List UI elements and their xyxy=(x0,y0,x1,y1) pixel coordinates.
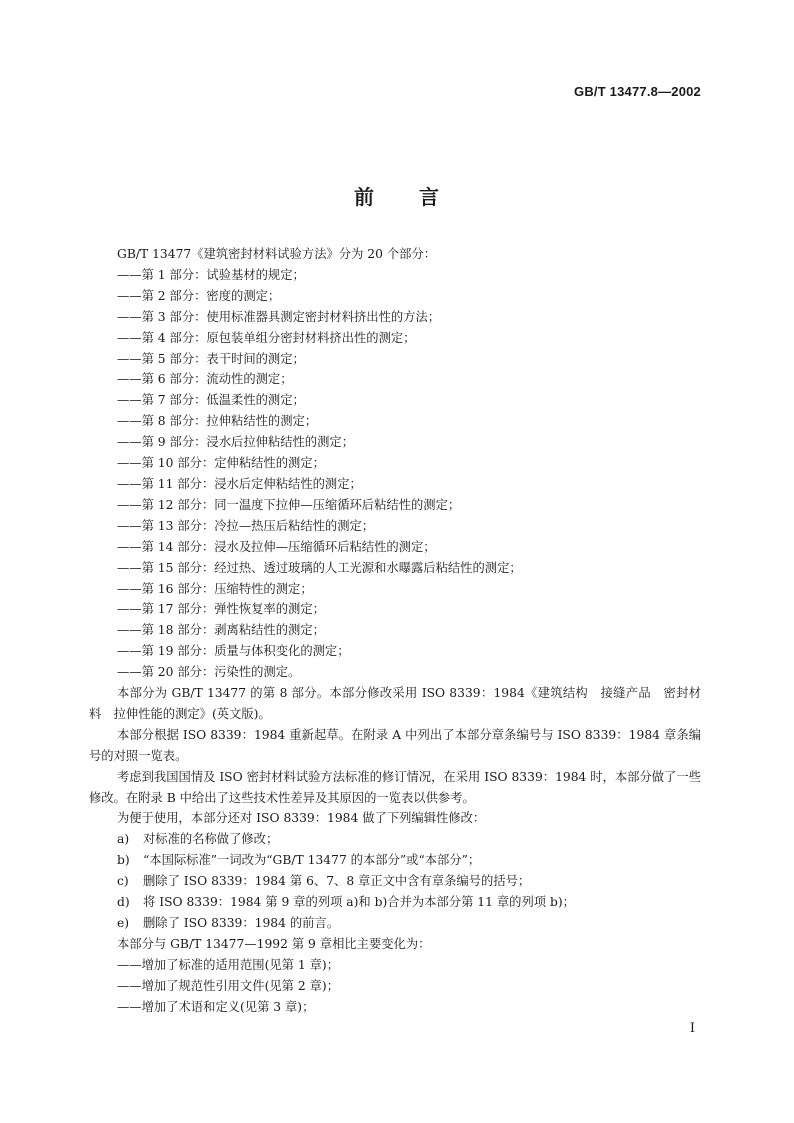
edit-marker: c) xyxy=(117,874,129,889)
part-item: ——第 16 部分：压缩特性的测定； xyxy=(117,581,313,596)
edit-item xyxy=(89,829,701,850)
part-item: ——第 18 部分：剥离粘结性的测定； xyxy=(117,623,325,638)
part-item: ——第 2 部分：密度的测定； xyxy=(117,288,281,303)
edit-text: 对标准的名称做了修改； xyxy=(143,832,279,847)
changes-paragraph: 本部分与 GB/T 13477—1992 第 9 章相比主要变化为： xyxy=(117,936,431,951)
part-item: ——第 15 部分：经过热、透过玻璃的人工光源和水曝露后粘结性的测定； xyxy=(117,560,522,575)
edit-item xyxy=(89,850,701,871)
change-item: ——增加了标准的适用范围(见第 1 章)； xyxy=(117,957,339,972)
scope-paragraph: 本部分为 GB/T 13477 的第 8 部分。本部分修改采用 ISO 8339：1984《建筑结构 接缝产品 密封材料 拉伸性能的测定》(英文版)。 xyxy=(89,686,701,721)
editorial-paragraph: 为便于使用，本部分还对 ISO 8339：1984 做了下列编辑性修改： xyxy=(117,811,486,826)
edit-item xyxy=(89,892,701,913)
intro-paragraph: GB/T 13477《建筑密封材料试验方法》分为 20 个部分： xyxy=(117,247,437,261)
document-body xyxy=(89,244,701,1018)
part-item: ——第 1 部分：试验基材的规定； xyxy=(117,267,305,282)
part-item: ——第 3 部分：使用标准器具测定密封材料挤出性的方法； xyxy=(117,309,441,324)
part-item: ——第 9 部分：浸水后拉伸粘结性的测定； xyxy=(117,435,354,450)
part-item: ——第 4 部分：原包装单组分密封材料挤出性的测定； xyxy=(117,330,416,345)
part-item: ——第 20 部分：污染性的测定。 xyxy=(117,665,301,680)
edit-marker: b) xyxy=(117,853,130,868)
edit-text: 删除了 ISO 8339：1984 的前言。 xyxy=(143,916,340,930)
part-item: ——第 8 部分：拉伸粘结性的测定； xyxy=(117,414,318,429)
edit-item xyxy=(89,913,701,934)
modification-paragraph: 考虑到我国国情及 ISO 密封材料试验方法标准的修订情况，在采用 ISO 8339：1984 时，本部分做了一些修改。在附录 B 中给出了这些技术性差异及其原因的一览表以供参考。 xyxy=(89,769,701,805)
page-title: 前 言 xyxy=(354,185,440,209)
edit-text: 删除了 ISO 8339：1984 第 6、7、8 章正文中含有章条编号的括号； xyxy=(143,874,531,889)
part-item: ——第 11 部分：浸水后定伸粘结性的测定； xyxy=(117,476,362,491)
page-number: I xyxy=(689,1021,695,1036)
part-item: ——第 12 部分：同一温度下拉伸—压缩循环后粘结性的测定； xyxy=(117,497,461,512)
edit-marker: e) xyxy=(117,916,130,930)
edit-marker: d) xyxy=(117,895,130,910)
part-item: ——第 19 部分：质量与体积变化的测定； xyxy=(117,644,350,659)
part-item: ——第 5 部分：表干时间的测定； xyxy=(117,351,305,366)
edit-item xyxy=(89,871,701,892)
part-item: ——第 13 部分：冷拉—热压后粘结性的测定； xyxy=(117,518,375,533)
part-item: ——第 7 部分：低温柔性的测定； xyxy=(117,393,305,408)
part-item: ——第 10 部分：定伸粘结性的测定； xyxy=(117,456,325,471)
change-item: ——增加了规范性引用文件(见第 2 章)； xyxy=(117,978,339,993)
redraft-paragraph: 本部分根据 ISO 8339：1984 重新起草。在附录 A 中列出了本部分章条编号与 ISO 8339：1984 章条编号的对照一览表。 xyxy=(89,727,701,763)
edit-text: 将 ISO 8339：1984 第 9 章的列项 a)和 b)合并为本部分第 11 章的列项 b)； xyxy=(143,895,575,910)
change-item: ——增加了术语和定义(见第 3 章)； xyxy=(117,999,315,1014)
edit-text: “本国际标准”一词改为“GB/T 13477 的本部分”或“本部分”； xyxy=(143,853,481,868)
standard-number: GB/T 13477.8—2002 xyxy=(574,84,701,99)
part-item: ——第 17 部分：弹性恢复率的测定； xyxy=(117,602,325,617)
edit-marker: a) xyxy=(117,832,130,847)
part-item: ——第 14 部分：浸水及拉伸—压缩循环后粘结性的测定； xyxy=(117,539,436,554)
part-item: ——第 6 部分：流动性的测定； xyxy=(117,372,293,387)
